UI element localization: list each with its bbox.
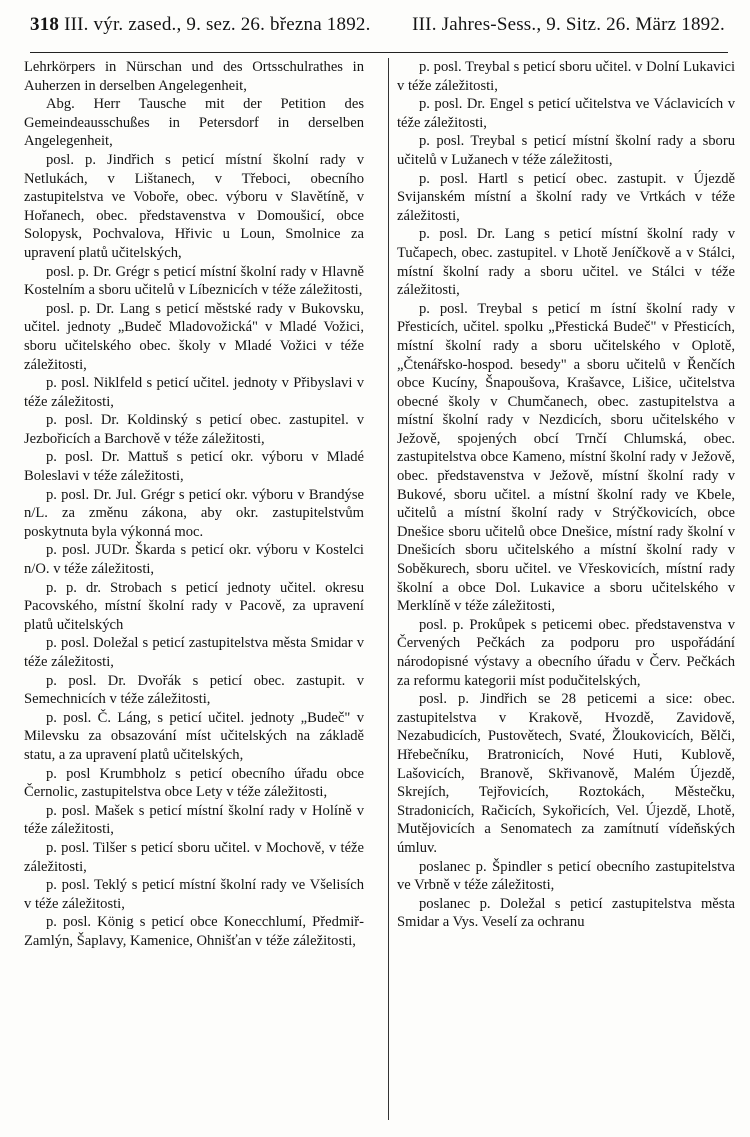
paragraph: posl. p. Jindřich se 28 peticemi a sice: obec. zastupitelstva v Krakově, Hvozdě, Zavidově, Nezabudicích, Pustovětech, Svaté, Žloukovicích, Bělči, Hřebečníku, Bratronicích, Nové Huti, Kublově, Lašovicích, Branově, Skřivanově, Malém Újezdě, Skrejích, Tejřovicích, Roztokách, Městečku, Stradonicích, Račicích, Sykořicích, Vel. Újezdě, Lhotě, Mutějovicích a Senomatech za zamítnutí vídeňských úmluv.	[397, 691, 735, 856]
paragraph: p. posl. Hartl s peticí obec. zastupit. v Újezdě Svijanském místní a školní rady ve Vrtkách v téže záležitosti,	[397, 170, 735, 224]
paragraph: Abg. Herr Tausche mit der Petition des Gemeindeausschußes in Petersdorf in derselben Angelegenheit,	[24, 96, 364, 150]
right-column	[397, 58, 735, 932]
paragraph: p. posl. Doležal s peticí zastupitelstva města Smidar v téže záležitosti,	[24, 635, 364, 670]
paragraph: p. posl. Dr. Mattuš s peticí okr. výboru v Mladé Boleslavi v téže záležitosti,	[24, 449, 364, 485]
paragraph: p. posl. Tilšer s peticí sboru učitel. v Mochově, v téže záležitosti,	[24, 839, 364, 875]
paragraph: p. p. dr. Strobach s peticí jednoty učitel. okresu Pacovského, místní školní rady v Pacově, za upravení platů učitelských	[24, 579, 364, 633]
paragraph: Lehrkörpers in Nürschan und des Ortsschulrathes in Auherzen in derselben Angelegenheit,	[24, 59, 364, 94]
paragraph: p. posl. JUDr. Škarda s peticí okr. výboru v Kostelci n/O. v téže záležitosti,	[24, 542, 364, 578]
paragraph: poslanec p. Špindler s peticí obecního zastupitelstva ve Vrbně v téže záležitosti,	[397, 858, 735, 894]
header-rule	[30, 52, 728, 53]
paragraph: p. posl. Treybal s peticí m ístní školní rady v Přesticích, učitel. spolku „Přestická Budeč" v Přesticích, místní školní rady a sboru učitelského v Oplotě, „Čtenářsko-hospod. besedy" a sboru učitelů v Řenčích obce Kucíny, Šnapoušova, Krašavce, Lišice, učitelstva obecné školy v Chumčanech, obec. zastupitelstva a místní školní rady v Nezdicích, sboru učitelského v Ježově, spojených obcí Trnčí Chlumská, obec. zastupitelstva obce Kameno, místní školní rady v Ježově, obec. představenstva v Ježově, místní školní rady v Bukové, sboru učitel. a místní školní rady ve Kbele, učitelů a místní školní rady v Strýčkovicích, obce Dnešice sboru učitelů obce Dnešice, místní rady školní v Dnešicích sboru učitelského a místní školní rady v Soběkurech, sboru učitel. ve Vřeskovicích, místní rady školní a obce Dol. Lukavice a sboru učitelského v Merklíně v téže záležitosti,	[397, 300, 735, 615]
paragraph: p. posl Krumbholz s peticí obecního úřadu obce Černolic, zastupitelstva obce Lety v téže záležitosti,	[24, 765, 364, 801]
column-divider	[388, 58, 389, 1120]
paragraph: posl. p. Dr. Lang s peticí městské rady v Bukovsku, učitel. jednoty „Budeč Mladovožická" v Mladé Vožici, sboru učitelského obec. školy v Mladé Vožici v téže záležitosti,	[24, 300, 364, 373]
paragraph: p. posl. Treybal s peticí místní školní rady a sboru učitelů v Lužanech v téže záležitosti,	[397, 133, 735, 168]
paragraph: p. posl. Dr. Dvořák s peticí obec. zastupit. v Semechnicích v téže záležitosti,	[24, 672, 364, 708]
paragraph: p. posl. Mašek s peticí místní školní rady v Holíně v téže záležitosti,	[24, 802, 364, 838]
paragraph: p. posl. Niklfeld s peticí učitel. jednoty v Přibyslavi v téže záležitosti,	[24, 375, 364, 410]
paragraph: p. posl. König s peticí obce Konecchlumí, Předmiř-Zamlýn, Šaplavy, Kamenice, Ohnišťan v téže záležitosti,	[24, 914, 364, 949]
page-number: 318	[30, 14, 60, 35]
paragraph: p. posl. Dr. Engel s peticí učitelstva ve Václavicích v téže záležitosti,	[397, 96, 735, 131]
left-column	[24, 58, 364, 951]
paragraph: p. posl. Dr. Koldinský s peticí obec. zastupitel. v Jezbořicích a Barchově v téže záležitosti,	[24, 412, 364, 447]
paragraph: p. posl. Treybal s peticí sboru učitel. v Dolní Lukavici v téže záležitosti,	[397, 59, 735, 94]
paragraph: poslanec p. Doležal s peticí zastupitelstva města Smidar a Vys. Veselí za ochranu	[397, 895, 735, 931]
header-left-text: III. výr. zased., 9. sez. 26. března 1892.	[64, 14, 371, 35]
paragraph: p. posl. Dr. Jul. Grégr s peticí okr. výboru v Brandýse n/L. za změnu zákona, aby okr. zastupitelstvům poskytnuta byla výkonná moc.	[24, 486, 364, 540]
paragraph: p. posl. Dr. Lang s peticí místní školní rady v Tučapech, obec. zastupitel. v Lhotě Jeníčkově a v Stálci, místní školní rady a sboru učitel. ve Stálci v téže záležitosti,	[397, 226, 735, 299]
paragraph: posl. p. Prokůpek s peticemi obec. představenstva v Červených Pečkách za podporu pro uspořádání národopisné výstavy a obecního úřadu v Červ. Pečkách za reformu kategorii míst podučitelských,	[397, 616, 735, 689]
page-header	[30, 14, 725, 36]
paragraph: posl. p. Jindřich s peticí místní školní rady v Netlukách, v Lištanech, v Třeboci, obecního zastupitelstva ve Voboře, obec. výboru v Slavětíně, v Hořanech, obec. představenstva v Domoušicí, obce Solopysk, Pochvalova, Hřivic u Loun, Smolnice za upravení platů učitelských,	[24, 151, 364, 261]
paragraph: posl. p. Dr. Grégr s peticí místní školní rady v Hlavně Kostelním a sboru učitelů v Líbeznicích v téže záležitosti,	[24, 263, 364, 299]
paragraph: p. posl. Teklý s peticí místní školní rady ve Všelisích v téže záležitosti,	[24, 877, 364, 912]
paragraph: p. posl. Č. Láng, s peticí učitel. jednoty „Budeč" v Milevsku za obsazování míst učitelských na základě statu, a za upravení platů učitelských,	[24, 709, 364, 763]
header-left	[30, 14, 371, 36]
header-right: III. Jahres-Sess., 9. Sitz. 26. März 1892.	[412, 14, 725, 35]
